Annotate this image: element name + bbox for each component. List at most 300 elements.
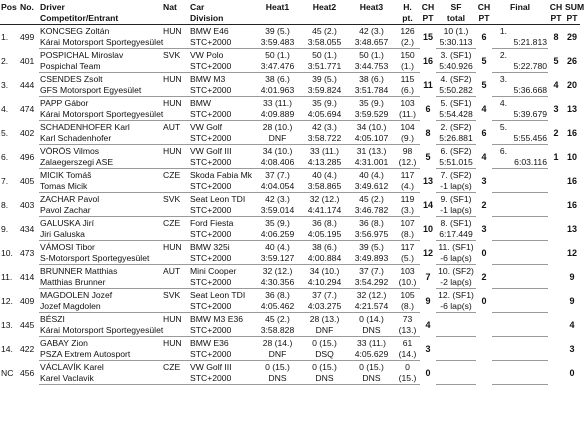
- sf-total: -1 lap(s): [436, 181, 476, 193]
- entrant-name: Pavol Zachar: [39, 205, 162, 217]
- heat-points: 107: [400, 218, 415, 228]
- header-ch2-pt: PT: [476, 13, 492, 25]
- heat-points: 98: [402, 146, 413, 156]
- heat-points: 73: [402, 314, 413, 324]
- nation-cell: HUN: [163, 26, 182, 36]
- heat-ch-points: 7: [425, 271, 431, 282]
- sf-ch-points: 5: [481, 55, 487, 66]
- sf-ch-points: 5: [481, 79, 487, 90]
- driver-name: PAPP Gábor: [40, 98, 89, 108]
- heat-points: 0: [405, 362, 410, 372]
- heat2-time: DNF: [301, 325, 348, 337]
- header-division: Division: [189, 13, 254, 25]
- division-cell: STC+2000: [189, 253, 254, 265]
- nation-cell: SVK: [163, 290, 181, 300]
- driver-name: POSPICHAL Miroslav: [40, 50, 124, 60]
- heat-ch-points: 8: [425, 127, 431, 138]
- number-cell: 456: [20, 367, 35, 378]
- car-cell: VW Golf III: [190, 362, 232, 372]
- sf-total: [436, 373, 476, 385]
- heat-rank: (6.): [395, 85, 420, 97]
- entrant-name: Matthias Brunner: [39, 277, 162, 289]
- pos-cell: NC: [1, 367, 14, 378]
- heat-rank: (8.): [395, 229, 420, 241]
- pos-cell: 9.: [1, 223, 9, 234]
- final-result: [492, 217, 508, 229]
- nation-cell: HUN: [163, 98, 182, 108]
- sf-ch-points: [476, 313, 492, 337]
- number-cell: 405: [20, 175, 35, 186]
- heat2-result: 34 (10.): [309, 266, 340, 276]
- final-ch-points: [548, 217, 564, 241]
- heat-points: 105: [400, 290, 415, 300]
- car-cell: BMW M3 E36: [190, 314, 244, 324]
- final-ch-points: 2: [553, 127, 559, 138]
- heat3-time: 3:54.292: [348, 277, 395, 289]
- entrant-name: Karel Vaclavik: [39, 373, 162, 385]
- sum-points: 4: [569, 319, 575, 330]
- final-time: 5:21.813: [508, 37, 548, 49]
- car-cell: BMW E46: [190, 26, 229, 36]
- table-row-detail: [0, 133, 580, 145]
- heat1-result: 39 (5.): [265, 26, 290, 36]
- heat-points: 117: [400, 170, 415, 180]
- car-cell: BMW E36: [190, 338, 229, 348]
- heat1-result: 36 (8.): [265, 290, 290, 300]
- header-sf: SF: [450, 2, 462, 12]
- table-row-detail: [0, 373, 580, 385]
- heat-points: 61: [402, 338, 413, 348]
- final-result: [492, 241, 508, 253]
- heat3-time: 3:44.753: [348, 61, 395, 73]
- sf-total: -6 lap(s): [436, 253, 476, 265]
- final-ch-points: [548, 313, 564, 337]
- results-table: [0, 1, 584, 385]
- final-result: 2.: [499, 50, 507, 60]
- sf-ch-points: 2: [481, 271, 487, 282]
- heat2-time: 4:13.285: [301, 157, 348, 169]
- heat2-time: 4:05.694: [301, 109, 348, 121]
- final-ch-points: 8: [553, 32, 559, 42]
- final-time: [508, 373, 548, 385]
- division-cell: STC+2000: [189, 349, 254, 361]
- car-cell: VW Golf: [190, 122, 222, 132]
- table-row: [0, 25, 580, 37]
- sum-points: 10: [566, 151, 577, 162]
- table-row-detail: [0, 181, 580, 193]
- final-result: [492, 313, 508, 325]
- sf-total: 5:50.282: [436, 85, 476, 97]
- final-time: 5:55.456: [508, 133, 548, 145]
- final-result: 4.: [499, 98, 507, 108]
- heat1-result: 33 (11.): [263, 98, 292, 108]
- driver-name: VÁMOSI Tibor: [40, 242, 95, 252]
- division-cell: STC+2000: [189, 373, 254, 385]
- heat1-time: 4:04.054: [254, 181, 301, 193]
- heat-ch-points: 10: [422, 223, 433, 234]
- heat3-result: 45 (2.): [359, 194, 384, 204]
- final-ch-points: 3: [553, 103, 559, 114]
- heat-rank: (1.): [395, 61, 420, 73]
- division-cell: STC+2000: [189, 205, 254, 217]
- heat-points: 119: [400, 194, 415, 204]
- number-cell: 473: [20, 247, 35, 258]
- heat3-result: 42 (3.): [359, 26, 384, 36]
- heat2-time: DSQ: [301, 349, 348, 361]
- sf-result: [436, 337, 476, 349]
- sf-result: 10. (SF2): [438, 266, 474, 276]
- driver-name: SCHADENHOFER Karl: [40, 122, 130, 132]
- results-body: [0, 25, 580, 385]
- car-cell: VW Golf III: [190, 146, 232, 156]
- header-heat1: Heat1: [265, 2, 290, 12]
- final-time: [508, 229, 548, 241]
- pos-cell: 3.: [1, 79, 9, 90]
- heat1-result: 28 (14.): [262, 338, 293, 348]
- number-cell: 499: [20, 32, 35, 42]
- header-sf-total: total: [436, 13, 476, 25]
- heat-rank: (2.): [395, 37, 420, 49]
- pos-cell: 6.: [1, 151, 9, 162]
- final-time: 5:39.679: [508, 109, 548, 121]
- heat2-result: 38 (6.): [312, 242, 337, 252]
- heat1-result: 37 (7.): [265, 170, 290, 180]
- division-cell: STC+2000: [189, 325, 254, 337]
- heat-ch-points: 15: [422, 32, 433, 42]
- final-time: [508, 181, 548, 193]
- heat3-result: 35 (9.): [359, 98, 384, 108]
- sf-ch-points: 0: [481, 295, 487, 306]
- driver-name: VÖRÖS Vilmos: [40, 146, 100, 156]
- sf-result: [436, 313, 476, 325]
- heat1-time: 3:58.828: [254, 325, 301, 337]
- number-cell: 403: [20, 199, 35, 210]
- sum-points: 26: [566, 55, 577, 66]
- sf-result: [436, 361, 476, 373]
- header-sum-pt: PT: [564, 13, 580, 25]
- heat2-time: 4:00.884: [301, 253, 348, 265]
- heat3-result: 0 (15.): [359, 362, 384, 372]
- heat2-result: 36 (8.): [312, 218, 337, 228]
- heat-ch-points: 4: [425, 319, 431, 330]
- header-final: Final: [509, 2, 531, 12]
- heat-ch-points: 9: [425, 295, 431, 306]
- heat1-time: 4:09.889: [254, 109, 301, 121]
- final-time: [508, 277, 548, 289]
- sf-result: 9. (SF1): [440, 194, 472, 204]
- number-cell: 409: [20, 295, 35, 306]
- nation-cell: HUN: [163, 146, 182, 156]
- final-result: 1.: [499, 26, 507, 36]
- heat-rank: (10.): [395, 277, 420, 289]
- division-cell: STC+2000: [189, 133, 254, 145]
- final-ch-points: 5: [553, 55, 559, 66]
- heat3-time: 3:59.529: [348, 109, 395, 121]
- heat3-time: 4:05.107: [348, 133, 395, 145]
- heat2-result: 39 (5.): [312, 74, 337, 84]
- table-row-detail: [0, 61, 580, 73]
- sf-total: -1 lap(s): [436, 205, 476, 217]
- entrant-name: Zalaegerszegi ASE: [39, 157, 162, 169]
- nation-cell: CZE: [163, 218, 181, 228]
- heat2-result: 28 (13.): [309, 314, 340, 324]
- driver-name: MAGDOLEN Jozef: [40, 290, 113, 300]
- sf-result: 8. (SF1): [440, 218, 472, 228]
- table-row-detail: [0, 37, 580, 49]
- heat-points: 115: [400, 74, 415, 84]
- heat1-result: 32 (12.): [262, 266, 293, 276]
- final-result: 3.: [499, 74, 507, 84]
- table-row: [0, 49, 580, 61]
- driver-name: KONCSEG Zoltán: [40, 26, 110, 36]
- header-pos: Pos: [1, 2, 17, 12]
- final-time: 5:36.668: [508, 85, 548, 97]
- car-cell: Skoda Fabia Mk: [190, 170, 253, 180]
- heat3-time: 3:56.975: [348, 229, 395, 241]
- header-nat: Nat: [163, 2, 177, 12]
- sum-points: 12: [566, 247, 577, 258]
- heat-rank: (8.): [395, 301, 420, 313]
- table-row: [0, 121, 580, 133]
- final-time: [508, 253, 548, 265]
- heat-ch-points: 0: [425, 367, 431, 378]
- heat2-result: 37 (7.): [312, 290, 337, 300]
- number-cell: 422: [20, 343, 35, 354]
- heat2-time: 4:41.174: [301, 205, 348, 217]
- sf-ch-points: [476, 337, 492, 361]
- heat1-time: 4:06.259: [254, 229, 301, 241]
- nation-cell: CZE: [163, 170, 181, 180]
- table-row: [0, 193, 580, 205]
- heat1-result: 0 (15.): [265, 362, 290, 372]
- pos-cell: 11.: [1, 271, 13, 282]
- heat2-time: 3:58.865: [301, 181, 348, 193]
- entrant-name: Kárai Motorsport Sportegyesület: [40, 324, 164, 335]
- heat1-result: 50 (1.): [265, 50, 290, 60]
- header-driver: Driver: [40, 2, 65, 12]
- sf-result: 7. (SF2): [440, 170, 472, 180]
- heat3-time: DNS: [348, 325, 395, 337]
- nation-cell: HUN: [163, 338, 182, 348]
- table-header: [0, 1, 584, 25]
- final-time: 5:22.780: [508, 61, 548, 73]
- heat3-time: 4:31.001: [348, 157, 395, 169]
- sf-result: 2. (SF2): [440, 122, 472, 132]
- sf-result: 6. (SF2): [440, 146, 472, 156]
- heat1-time: 3:59.483: [254, 37, 301, 49]
- table-row: [0, 217, 580, 229]
- header-ch3-pt: PT: [548, 13, 564, 25]
- heat-rank: (5.): [395, 253, 420, 265]
- sf-total: -6 lap(s): [436, 301, 476, 313]
- heat-points: 103: [400, 98, 415, 108]
- heat3-result: 31 (13.): [356, 146, 387, 156]
- sf-ch-points: 4: [481, 103, 487, 114]
- driver-name: ZACHAR Pavol: [40, 194, 100, 204]
- nation-cell: HUN: [163, 314, 182, 324]
- table-row-detail: [0, 277, 580, 289]
- table-row-detail: [0, 349, 580, 361]
- heat2-time: 4:10.294: [301, 277, 348, 289]
- driver-name: BÉSZI: [40, 314, 65, 324]
- table-row: [0, 145, 580, 157]
- heat1-time: DNS: [254, 373, 301, 385]
- header-h: H.: [403, 2, 412, 12]
- pos-cell: 5.: [1, 127, 9, 138]
- pos-cell: 7.: [1, 175, 9, 186]
- sf-result: 3. (SF1): [440, 50, 472, 60]
- heat2-result: 32 (12.): [309, 194, 340, 204]
- heat1-time: 4:30.356: [254, 277, 301, 289]
- heat3-result: 50 (1.): [359, 50, 384, 60]
- sum-points: 9: [569, 271, 575, 282]
- sf-ch-points: [476, 361, 492, 385]
- heat-rank: (11.): [395, 109, 420, 121]
- heat3-result: 40 (4.): [359, 170, 384, 180]
- division-cell: STC+2000: [189, 61, 254, 73]
- final-result: [492, 169, 508, 181]
- division-cell: STC+2000: [189, 301, 254, 313]
- heat3-time: 3:49.612: [348, 181, 395, 193]
- sf-result: 12. (SF1): [438, 290, 474, 300]
- car-cell: BMW 325i: [190, 242, 230, 252]
- heat-rank: (12.): [395, 157, 420, 169]
- sf-ch-points: 6: [481, 32, 487, 42]
- car-cell: Seat Leon TDI: [190, 290, 246, 300]
- heat3-result: 0 (14.): [359, 314, 384, 324]
- heat1-result: 42 (3.): [265, 194, 290, 204]
- heat2-time: 3:59.824: [301, 85, 348, 97]
- final-ch-points: [548, 289, 564, 313]
- sf-total: 5:51.015: [436, 157, 476, 169]
- sf-total: 5:26.881: [436, 133, 476, 145]
- number-cell: 474: [20, 103, 35, 114]
- heat3-result: 38 (6.): [359, 74, 384, 84]
- sf-total: [436, 325, 476, 337]
- header-ch2: CH: [477, 2, 491, 12]
- heat-rank: (3.): [395, 205, 420, 217]
- pos-cell: 8.: [1, 199, 9, 210]
- heat3-time: 3:48.657: [348, 37, 395, 49]
- heat1-time: DNF: [254, 349, 301, 361]
- table-row: [0, 313, 580, 325]
- entrant-name: GFS Motorsport Egyesület: [39, 85, 162, 97]
- final-ch-points: [548, 361, 564, 385]
- sf-ch-points: 3: [481, 223, 487, 234]
- sf-result: 4. (SF2): [440, 74, 472, 84]
- table-row-detail: [0, 109, 580, 121]
- sum-points: 16: [566, 175, 577, 186]
- pos-cell: 10.: [1, 247, 13, 258]
- car-cell: BMW: [190, 98, 212, 108]
- heat1-time: 4:01.963: [254, 85, 301, 97]
- sf-ch-points: 2: [481, 199, 487, 210]
- car-cell: Seat Leon TDI: [190, 194, 246, 204]
- table-row-detail: [0, 157, 580, 169]
- heat1-result: 40 (4.): [265, 242, 290, 252]
- header-h-pt: pt.: [395, 13, 420, 25]
- header-ch-pt: PT: [420, 13, 436, 25]
- final-ch-points: [548, 265, 564, 289]
- pos-cell: 1.: [1, 32, 9, 42]
- sum-points: 13: [566, 103, 577, 114]
- final-ch-points: [548, 193, 564, 217]
- final-ch-points: [548, 337, 564, 361]
- table-row: [0, 97, 580, 109]
- driver-name: BRUNNER Matthias: [40, 266, 118, 276]
- final-ch-points: [548, 241, 564, 265]
- header-sum: SUM: [565, 2, 584, 12]
- number-cell: 445: [20, 319, 35, 330]
- final-result: [492, 193, 508, 205]
- heat-ch-points: 3: [425, 343, 431, 354]
- table-row-detail: [0, 253, 580, 265]
- entrant-name: Kárai Motorsport Sportegyesület: [40, 36, 164, 47]
- heat-ch-points: 6: [425, 103, 431, 114]
- heat3-time: 4:05.629: [348, 349, 395, 361]
- number-cell: 434: [20, 223, 35, 234]
- heat-ch-points: 14: [422, 199, 433, 210]
- sf-total: -2 lap(s): [436, 277, 476, 289]
- table-row-detail: [0, 205, 580, 217]
- nation-cell: AUT: [163, 266, 181, 276]
- heat2-time: DNS: [301, 373, 348, 385]
- heat2-result: 42 (3.): [312, 122, 337, 132]
- final-result: [492, 337, 508, 349]
- sf-result: 5. (SF1): [440, 98, 472, 108]
- sf-ch-points: 3: [481, 175, 487, 186]
- header-competitor: Competitor/Entrant: [39, 13, 162, 25]
- car-cell: VW Polo: [190, 50, 224, 60]
- heat-points: 103: [400, 266, 415, 276]
- heat1-result: 35 (9.): [265, 218, 290, 228]
- nation-cell: AUT: [163, 122, 181, 132]
- division-cell: STC+2000: [189, 109, 254, 121]
- car-cell: Mini Cooper: [190, 266, 237, 276]
- sf-ch-points: 0: [481, 247, 487, 258]
- heat1-time: 4:08.406: [254, 157, 301, 169]
- sf-total: 6:17.449: [436, 229, 476, 241]
- heat2-result: 45 (2.): [312, 26, 337, 36]
- heat-ch-points: 12: [422, 247, 433, 258]
- division-cell: STC+2000: [189, 157, 254, 169]
- heat1-result: 38 (6.): [265, 74, 290, 84]
- heat2-result: 35 (9.): [312, 98, 337, 108]
- heat-points: 126: [400, 26, 415, 36]
- heat2-time: 3:58.722: [301, 133, 348, 145]
- heat3-time: 3:46.782: [348, 205, 395, 217]
- number-cell: 444: [20, 79, 35, 90]
- driver-name: CSENDES Zsolt: [40, 74, 103, 84]
- heat-rank: (13.): [395, 325, 420, 337]
- heat2-result: 50 (1.): [312, 50, 337, 60]
- heat3-result: 39 (5.): [359, 242, 384, 252]
- table-row-detail: [0, 301, 580, 313]
- table-row-detail: [0, 85, 580, 97]
- division-cell: STC+2000: [189, 277, 254, 289]
- heat1-time: 3:47.476: [254, 61, 301, 73]
- heat3-time: 4:21.574: [348, 301, 395, 313]
- final-time: [508, 205, 548, 217]
- final-time: 6:03.116: [508, 157, 548, 169]
- car-cell: Ford Fiesta: [190, 218, 234, 228]
- nation-cell: SVK: [163, 50, 181, 60]
- heat-ch-points: 16: [422, 55, 433, 66]
- final-result: [492, 289, 508, 301]
- heat-points: 104: [400, 122, 415, 132]
- final-ch-points: [548, 169, 564, 193]
- heat3-time: 3:51.784: [348, 85, 395, 97]
